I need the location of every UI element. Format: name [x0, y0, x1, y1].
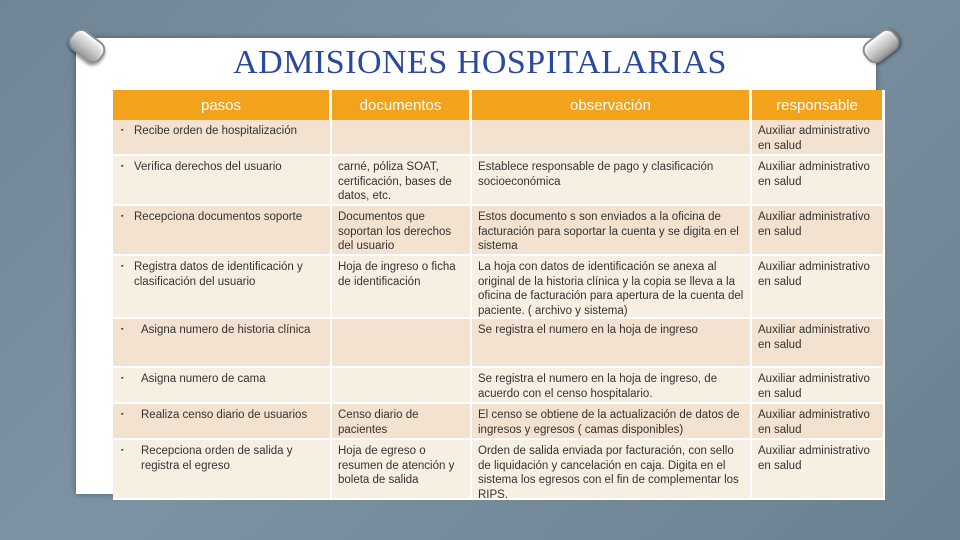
- bullet-icon: ▪: [121, 411, 124, 418]
- bullet-icon: ▪: [121, 213, 124, 220]
- table-cell-paso: ▪ Recibe orden de hospitalización: [113, 120, 332, 156]
- table-cell-responsable: Auxiliar administrativo en salud: [752, 256, 885, 319]
- table-cell-documentos: [332, 319, 472, 368]
- table-cell-responsable: Auxiliar administrativo en salud: [752, 440, 885, 500]
- table-cell-documentos: Hoja de egreso o resumen de atención y boleta de salida: [332, 440, 472, 500]
- bullet-icon: ▪: [121, 163, 124, 170]
- header-observacion: observación: [472, 90, 752, 120]
- table-cell-documentos: carné, póliza SOAT, certificación, bases de datos, etc.: [332, 156, 472, 206]
- table-cell-paso: ▪ Registra datos de identificación y clasificación del usuario: [113, 256, 332, 319]
- header-documentos: documentos: [332, 90, 472, 120]
- bullet-icon: ▪: [121, 326, 124, 333]
- table-cell-observacion: Se registra el numero en la hoja de ingreso, de acuerdo con el censo hospitalario.: [472, 368, 752, 404]
- table-cell-paso: ▪ Asigna numero de historia clínica: [113, 319, 332, 368]
- table-cell-observacion: Estos documento s son enviados a la oficina de facturación para soportar la cuenta y se digita en el sistema: [472, 206, 752, 256]
- header-pasos: pasos: [113, 90, 332, 120]
- table-cell-observacion: Se registra el numero en la hoja de ingreso: [472, 319, 752, 368]
- table-cell-documentos: Documentos que soportan los derechos del usuario: [332, 206, 472, 256]
- table-cell-observacion: [472, 120, 752, 156]
- header-responsable: responsable: [752, 90, 885, 120]
- table-cell-responsable: Auxiliar administrativo en salud: [752, 319, 885, 368]
- table-cell-responsable: Auxiliar administrativo en salud: [752, 368, 885, 404]
- table-cell-observacion: Establece responsable de pago y clasificación socioeconómica: [472, 156, 752, 206]
- table-cell-paso: ▪ Realiza censo diario de usuarios: [113, 404, 332, 440]
- page-title: ADMISIONES HOSPITALARIAS: [233, 44, 727, 81]
- table-cell-paso: ▪ Asigna numero de cama: [113, 368, 332, 404]
- table-cell-responsable: Auxiliar administrativo en salud: [752, 120, 885, 156]
- table-cell-responsable: Auxiliar administrativo en salud: [752, 404, 885, 440]
- table-cell-observacion: La hoja con datos de identificación se anexa al original de la historia clínica y la copia se lleva a la oficina de facturación para apertura de la cuenta del paciente. ( archivo y sistema): [472, 256, 752, 319]
- table-cell-responsable: Auxiliar administrativo en salud: [752, 156, 885, 206]
- table-cell-observacion: Orden de salida enviada por facturación, con sello de liquidación y cancelación en caja. Digita en el sistema los egresos con el fin de complementar los RIPS.: [472, 440, 752, 500]
- admissions-table: [113, 90, 885, 500]
- table-cell-paso: ▪ Verifica derechos del usuario: [113, 156, 332, 206]
- table-cell-documentos: Censo diario de pacientes: [332, 404, 472, 440]
- bullet-icon: ▪: [121, 375, 124, 382]
- bullet-icon: ▪: [121, 447, 124, 454]
- table-cell-observacion: El censo se obtiene de la actualización de datos de ingresos y egresos ( camas disponibles): [472, 404, 752, 440]
- table-cell-documentos: [332, 368, 472, 404]
- table-cell-documentos: [332, 120, 472, 156]
- table-cell-paso: ▪ Recepciona orden de salida y registra el egreso: [113, 440, 332, 500]
- bullet-icon: ▪: [121, 127, 124, 134]
- bullet-icon: ▪: [121, 263, 124, 270]
- table-cell-paso: ▪ Recepciona documentos soporte: [113, 206, 332, 256]
- table-cell-documentos: Hoja de ingreso o ficha de identificación: [332, 256, 472, 319]
- table-cell-responsable: Auxiliar administrativo en salud: [752, 206, 885, 256]
